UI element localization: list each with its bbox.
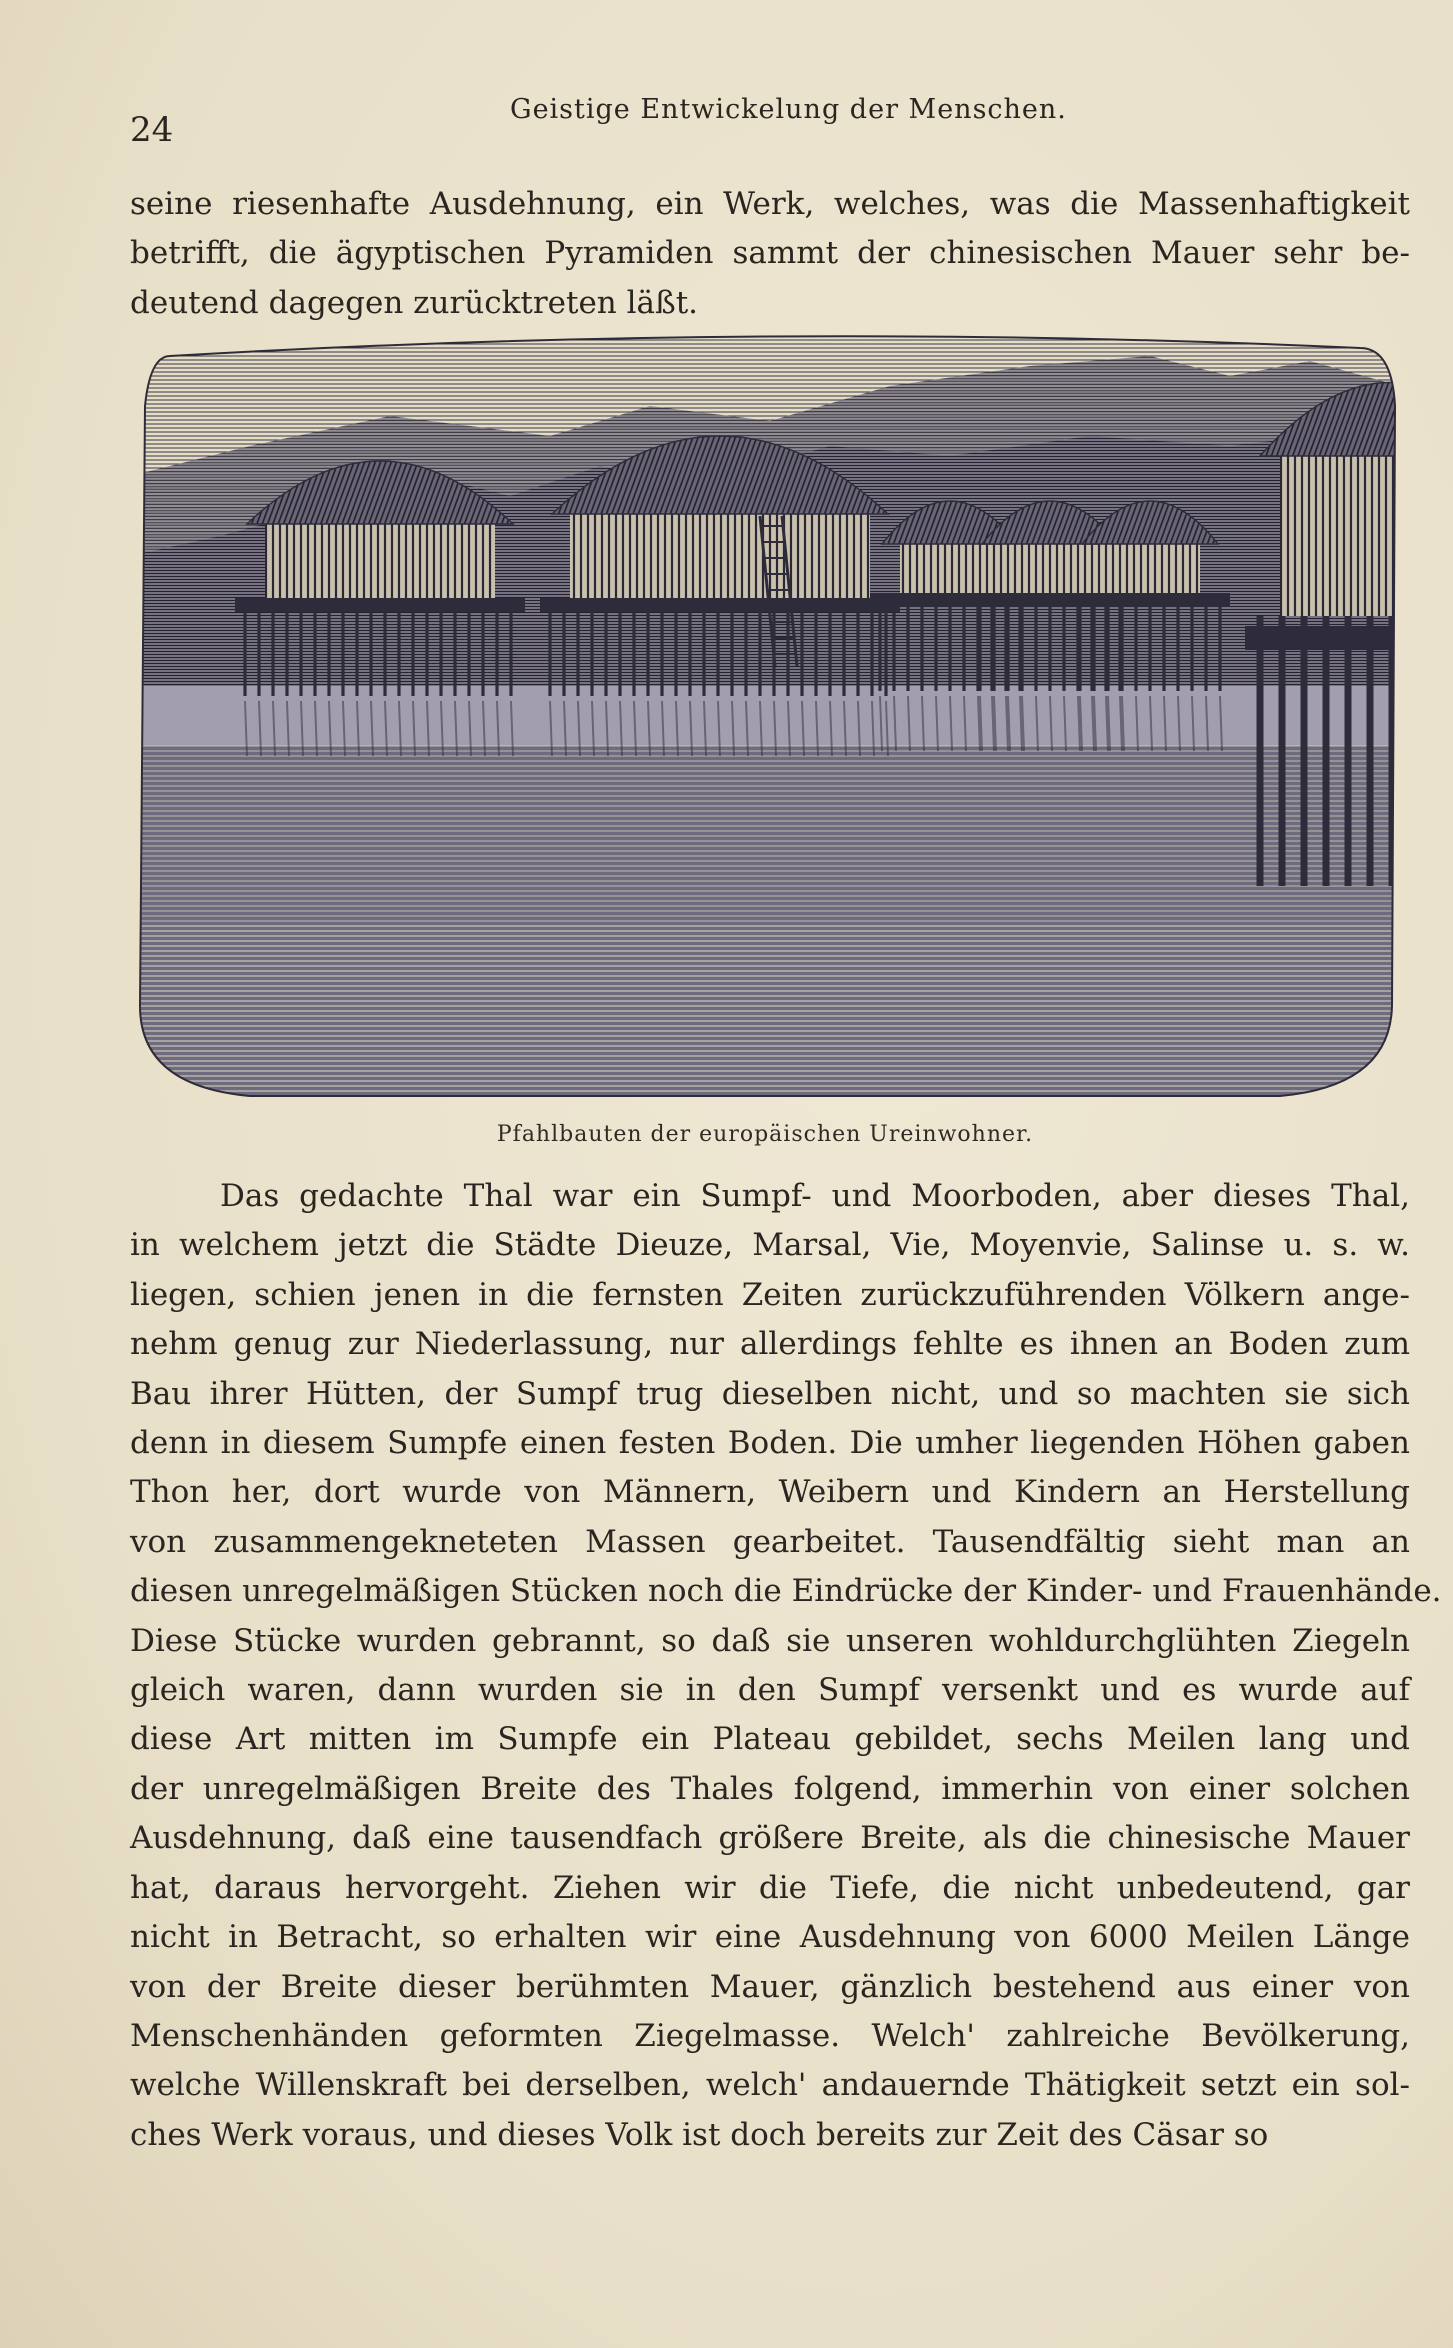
text-line: ches Werk voraus, und dieses Volk ist doch bereits zur Zeit des Cäsar so <box>130 2116 1269 2153</box>
hut-wall <box>265 518 495 598</box>
text-line: Das gedachte Thal war ein Sumpf- und Moorboden, aber dieses Thal, <box>220 1178 1410 1214</box>
hut-wall <box>570 508 870 598</box>
text-line: von zusammengekneteten Massen gearbeitet. Tausendfältig sieht man an <box>130 1523 1410 1560</box>
water-horizon <box>130 686 1400 746</box>
text-line: von der Breite dieser berühmten Mauer, gänzlich bestehend aus einer von <box>130 1968 1410 2005</box>
page-number: 24 <box>130 110 174 150</box>
engraving-illustration <box>130 326 1400 1116</box>
text-line: in welchem jetzt die Städte Dieuze, Marsal, Vie, Moyenvie, Salinse u. s. w. <box>130 1227 1410 1264</box>
text-line: Thon her, dort wurde von Männern, Weibern und Kindern an Herstellung <box>130 1474 1410 1511</box>
tall-hut-wall <box>1280 446 1400 616</box>
text-line: Diese Stücke wurden gebrannt, so daß sie unseren wohldurchglühten Ziegeln <box>130 1622 1410 1659</box>
running-head: Geistige Entwickelung der Menschen. <box>510 94 1067 125</box>
text-line: nehm genug zur Niederlassung, nur allerdings fehlte es ihnen an Boden zum <box>130 1326 1410 1363</box>
hut-wall <box>1000 538 1100 593</box>
text-line: Menschenhänden geformten Ziegelmasse. Welch' zahlreiche Bevölkerung, <box>130 2017 1410 2054</box>
text-line: Bau ihrer Hütten, der Sumpf trug dieselben nicht, und so machten sie sich <box>130 1375 1410 1412</box>
text-line: deutend dagegen zurücktreten läßt. <box>130 284 699 321</box>
platform <box>235 598 525 612</box>
text-line: diesen unregelmäßigen Stücken noch die Eindrücke der Kinder- und Frauenhände. <box>130 1573 1442 1610</box>
text-line: Ausdehnung, daß eine tausendfach größere Breite, als die chinesische Mauer <box>130 1820 1410 1857</box>
platform <box>1070 593 1230 607</box>
text-line: seine riesenhafte Ausdehnung, ein Werk, welches, was die Massenhaftigkeit <box>130 186 1410 222</box>
figure-caption-area <box>130 1122 1400 1156</box>
hut-wall <box>900 538 1000 593</box>
stilt-houses-engraving <box>130 326 1400 1116</box>
figure-caption: Pfahlbauten der europäischen Ureinwohner. <box>496 1122 1034 1147</box>
text-line: denn in diesem Sumpfe einen festen Boden. Die umher liegenden Höhen gaben <box>130 1425 1410 1462</box>
text-line: welche Willenskraft bei derselben, welch' andauernde Thätigkeit setzt ein sol- <box>130 2067 1410 2104</box>
hut-wall <box>1100 538 1200 593</box>
text-line: der unregelmäßigen Breite des Thales folgend, immerhin von einer solchen <box>130 1770 1410 1807</box>
text-line: betrifft, die ägyptischen Pyramiden sammt der chinesischen Mauer sehr be- <box>130 235 1410 272</box>
text-line: diese Art mitten im Sumpfe ein Plateau gebildet, sechs Meilen lang und <box>130 1721 1410 1758</box>
text-line: liegen, schien jenen in die fernsten Zeiten zurückzuführenden Völkern ange- <box>130 1276 1410 1313</box>
text-line: hat, daraus hervorgeht. Ziehen wir die Tiefe, die nicht unbedeutend, gar <box>130 1869 1410 1906</box>
page-header <box>130 88 1410 148</box>
platform <box>540 598 900 612</box>
intro-paragraph <box>130 180 1410 328</box>
text-line: nicht in Betracht, so erhalten wir eine Ausdehnung von 6000 Meilen Länge <box>130 1919 1410 1956</box>
text-line: gleich waren, dann wurden sie in den Sumpf versenkt und es wurde auf <box>130 1672 1410 1709</box>
main-paragraph <box>130 1172 1442 2160</box>
foreground-platform <box>1245 626 1400 650</box>
